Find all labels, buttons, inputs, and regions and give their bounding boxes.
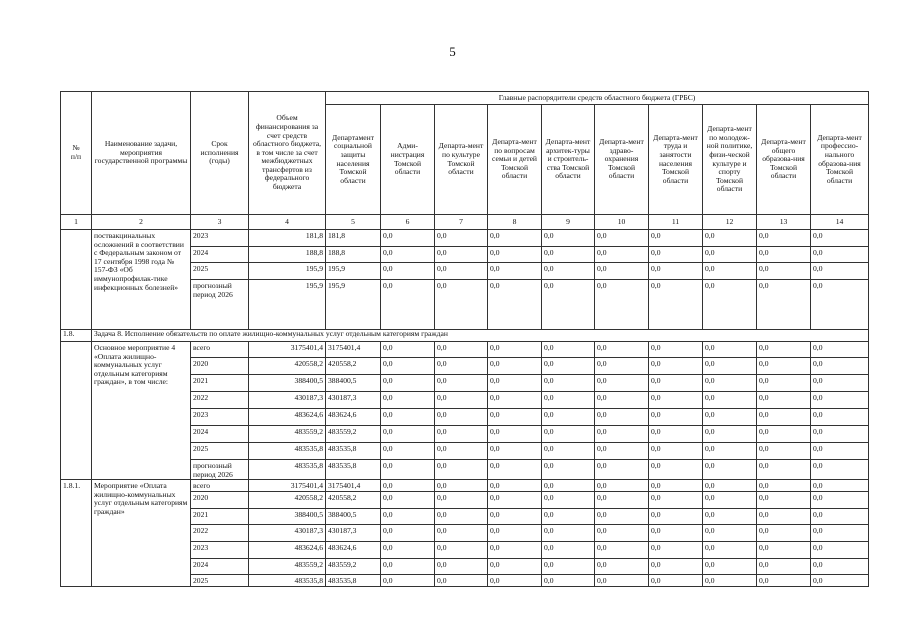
dept-value-cell: 0,0: [811, 392, 869, 409]
dept-value-cell: 0,0: [542, 460, 595, 480]
period-cell: 2022: [191, 524, 249, 541]
dept-value-cell: 0,0: [542, 524, 595, 541]
dept-value-cell: 0,0: [757, 358, 811, 375]
dept-value-cell: 0,0: [542, 263, 595, 280]
dept-value-cell: 0,0: [811, 230, 869, 247]
dept-value-cell: 0,0: [649, 280, 703, 330]
dept-value-cell: 0,0: [595, 491, 649, 508]
volume-cell: 483559,2: [249, 558, 326, 574]
dept-value-cell: 420558,2: [326, 358, 381, 375]
dept-value-cell: 0,0: [435, 375, 488, 392]
dept-value-cell: 0,0: [649, 443, 703, 460]
dept-value-cell: 0,0: [649, 541, 703, 558]
dept-value-cell: 0,0: [435, 358, 488, 375]
dept-value-cell: 0,0: [703, 541, 757, 558]
column-number: 13: [757, 215, 811, 230]
column-number: 8: [488, 215, 542, 230]
period-cell: 2020: [191, 358, 249, 375]
dept-value-cell: 0,0: [649, 508, 703, 524]
col-header-dept: Департа-мент профессио-нального образова-ния Томской области: [811, 105, 869, 215]
period-cell: 2025: [191, 443, 249, 460]
volume-cell: 388400,5: [249, 375, 326, 392]
dept-value-cell: 0,0: [811, 558, 869, 574]
dept-value-cell: 0,0: [649, 247, 703, 263]
dept-value-cell: 0,0: [435, 508, 488, 524]
period-cell: прогнозный период 2026: [191, 280, 249, 330]
column-number: 12: [703, 215, 757, 230]
dept-value-cell: 0,0: [811, 508, 869, 524]
dept-value-cell: 0,0: [488, 443, 542, 460]
dept-value-cell: 0,0: [488, 280, 542, 330]
dept-value-cell: 0,0: [595, 342, 649, 358]
column-number: 9: [542, 215, 595, 230]
task-title: Задача 8. Исполнение обязательств по оплате жилищно-коммунальных услуг отдельным категориям граждан: [92, 330, 869, 342]
dept-value-cell: 0,0: [542, 426, 595, 443]
dept-value-cell: 0,0: [757, 426, 811, 443]
period-cell: 2021: [191, 508, 249, 524]
dept-value-cell: 0,0: [703, 392, 757, 409]
dept-value-cell: 388400,5: [326, 508, 381, 524]
dept-value-cell: 0,0: [811, 280, 869, 330]
dept-value-cell: 0,0: [488, 460, 542, 480]
dept-value-cell: 0,0: [703, 508, 757, 524]
dept-value-cell: 0,0: [757, 263, 811, 280]
column-number: 10: [595, 215, 649, 230]
row-name-cell: Мероприятие «Оплата жилищно-коммунальных услуг отдельным категориям граждан»: [92, 480, 191, 587]
dept-value-cell: 0,0: [649, 358, 703, 375]
period-cell: прогнозный период 2026: [191, 460, 249, 480]
dept-value-cell: 0,0: [703, 443, 757, 460]
dept-value-cell: 0,0: [435, 342, 488, 358]
dept-value-cell: 0,0: [757, 491, 811, 508]
dept-value-cell: 0,0: [595, 375, 649, 392]
column-number: 7: [435, 215, 488, 230]
dept-value-cell: 483624,6: [326, 409, 381, 426]
dept-value-cell: 0,0: [649, 263, 703, 280]
dept-value-cell: 0,0: [488, 541, 542, 558]
col-header-dept: Департа-мент труда и занятости населения Томской области: [649, 105, 703, 215]
dept-value-cell: 0,0: [381, 443, 435, 460]
budget-table: [60, 91, 869, 587]
volume-cell: 483624,6: [249, 409, 326, 426]
volume-cell: 388400,5: [249, 508, 326, 524]
dept-value-cell: 0,0: [649, 375, 703, 392]
dept-value-cell: 0,0: [381, 342, 435, 358]
dept-value-cell: 0,0: [757, 375, 811, 392]
dept-value-cell: 0,0: [703, 409, 757, 426]
dept-value-cell: 0,0: [488, 574, 542, 586]
dept-value-cell: 0,0: [703, 524, 757, 541]
dept-value-cell: 0,0: [595, 358, 649, 375]
volume-cell: 483535,8: [249, 460, 326, 480]
dept-value-cell: 0,0: [488, 247, 542, 263]
dept-value-cell: 0,0: [757, 392, 811, 409]
volume-cell: 188,8: [249, 247, 326, 263]
dept-value-cell: 0,0: [595, 409, 649, 426]
dept-value-cell: 0,0: [435, 426, 488, 443]
dept-value-cell: 0,0: [381, 409, 435, 426]
dept-value-cell: 0,0: [703, 491, 757, 508]
column-number: 3: [191, 215, 249, 230]
period-cell: 2023: [191, 409, 249, 426]
dept-value-cell: 0,0: [488, 558, 542, 574]
dept-value-cell: 0,0: [811, 342, 869, 358]
dept-value-cell: 0,0: [757, 541, 811, 558]
col-header-dept: Адми-нистрация Томской области: [381, 105, 435, 215]
dept-value-cell: 0,0: [811, 375, 869, 392]
row-number-cell: [61, 230, 92, 330]
dept-value-cell: 0,0: [757, 524, 811, 541]
dept-value-cell: 0,0: [811, 409, 869, 426]
period-cell: всего: [191, 342, 249, 358]
dept-value-cell: 0,0: [542, 247, 595, 263]
dept-value-cell: 0,0: [542, 280, 595, 330]
period-cell: 2023: [191, 230, 249, 247]
dept-value-cell: 0,0: [595, 558, 649, 574]
dept-value-cell: 0,0: [488, 263, 542, 280]
column-number: 2: [92, 215, 191, 230]
dept-value-cell: 0,0: [381, 541, 435, 558]
dept-value-cell: 0,0: [703, 263, 757, 280]
dept-value-cell: 0,0: [435, 460, 488, 480]
dept-value-cell: 0,0: [811, 524, 869, 541]
col-header-period: Срок исполнения (годы): [191, 92, 249, 215]
dept-value-cell: 0,0: [757, 508, 811, 524]
period-cell: 2025: [191, 574, 249, 586]
dept-value-cell: 0,0: [649, 480, 703, 492]
dept-value-cell: 188,8: [326, 247, 381, 263]
dept-value-cell: 0,0: [381, 280, 435, 330]
dept-value-cell: 420558,2: [326, 491, 381, 508]
col-header-dept: Департа-мент по молодеж-ной политике, физи-ческой культуре и спорту Томской области: [703, 105, 757, 215]
dept-value-cell: 0,0: [488, 524, 542, 541]
dept-value-cell: 0,0: [703, 358, 757, 375]
table-row: [61, 230, 869, 247]
dept-value-cell: 0,0: [542, 508, 595, 524]
dept-value-cell: 0,0: [542, 541, 595, 558]
period-cell: 2023: [191, 541, 249, 558]
dept-value-cell: 0,0: [435, 524, 488, 541]
dept-value-cell: 0,0: [703, 342, 757, 358]
period-cell: 2024: [191, 426, 249, 443]
dept-value-cell: 0,0: [703, 460, 757, 480]
dept-value-cell: 0,0: [381, 263, 435, 280]
volume-cell: 483535,8: [249, 574, 326, 586]
dept-value-cell: 0,0: [703, 375, 757, 392]
dept-value-cell: 0,0: [381, 247, 435, 263]
dept-value-cell: 0,0: [381, 508, 435, 524]
dept-value-cell: 0,0: [595, 263, 649, 280]
dept-value-cell: 0,0: [757, 342, 811, 358]
table-row: [61, 480, 869, 492]
row-name-cell: поствакцинальных осложнений в соответствии с Федеральным законом от 17 сентября 1998 года № 157-ФЗ «Об иммунопрофилак-тике инфекционных болезней»: [92, 230, 191, 330]
dept-value-cell: 0,0: [703, 280, 757, 330]
dept-value-cell: 483535,8: [326, 443, 381, 460]
dept-value-cell: 195,9: [326, 263, 381, 280]
dept-value-cell: 483559,2: [326, 426, 381, 443]
dept-value-cell: 195,9: [326, 280, 381, 330]
dept-value-cell: 0,0: [435, 280, 488, 330]
dept-value-cell: 483535,8: [326, 574, 381, 586]
dept-value-cell: 0,0: [381, 460, 435, 480]
dept-value-cell: 388400,5: [326, 375, 381, 392]
period-cell: 2024: [191, 558, 249, 574]
dept-value-cell: 0,0: [435, 491, 488, 508]
volume-cell: 3175401,4: [249, 342, 326, 358]
dept-value-cell: 0,0: [649, 524, 703, 541]
dept-value-cell: 0,0: [595, 247, 649, 263]
dept-value-cell: 0,0: [488, 409, 542, 426]
dept-value-cell: 0,0: [488, 342, 542, 358]
dept-value-cell: 0,0: [435, 480, 488, 492]
volume-cell: 483559,2: [249, 426, 326, 443]
col-header-dept: Департа-мент по вопросам семьи и детей Томской области: [488, 105, 542, 215]
dept-value-cell: 0,0: [811, 358, 869, 375]
dept-value-cell: 0,0: [595, 574, 649, 586]
dept-value-cell: 0,0: [381, 574, 435, 586]
dept-value-cell: 0,0: [542, 574, 595, 586]
dept-value-cell: 0,0: [488, 358, 542, 375]
task-number: 1.8.: [61, 330, 92, 342]
col-header-dept: Департа-мент архитек-туры и строитель-ства Томской области: [542, 105, 595, 215]
dept-value-cell: 0,0: [811, 426, 869, 443]
dept-value-cell: 0,0: [811, 263, 869, 280]
dept-value-cell: 0,0: [595, 392, 649, 409]
dept-value-cell: 0,0: [595, 460, 649, 480]
dept-value-cell: 430187,3: [326, 392, 381, 409]
dept-value-cell: 0,0: [542, 480, 595, 492]
dept-value-cell: 0,0: [757, 574, 811, 586]
dept-value-cell: 0,0: [595, 230, 649, 247]
dept-value-cell: 0,0: [811, 460, 869, 480]
dept-value-cell: 0,0: [811, 491, 869, 508]
dept-value-cell: 0,0: [435, 409, 488, 426]
dept-value-cell: 0,0: [488, 375, 542, 392]
volume-cell: 195,9: [249, 280, 326, 330]
dept-value-cell: 0,0: [649, 392, 703, 409]
column-number: 4: [249, 215, 326, 230]
page-number: 5: [449, 44, 456, 59]
dept-value-cell: 0,0: [703, 574, 757, 586]
dept-value-cell: 0,0: [757, 247, 811, 263]
dept-value-cell: 0,0: [381, 480, 435, 492]
dept-value-cell: 483559,2: [326, 558, 381, 574]
period-cell: 2024: [191, 247, 249, 263]
dept-value-cell: 0,0: [757, 480, 811, 492]
dept-value-cell: 0,0: [435, 263, 488, 280]
dept-value-cell: 0,0: [703, 480, 757, 492]
dept-value-cell: 0,0: [435, 541, 488, 558]
dept-value-cell: 0,0: [435, 230, 488, 247]
row-number-cell: 1.8.1.: [61, 480, 92, 587]
dept-value-cell: 0,0: [703, 558, 757, 574]
col-header-dept: Департа-мент здраво-охранения Томской области: [595, 105, 649, 215]
dept-value-cell: 0,0: [649, 342, 703, 358]
dept-value-cell: 0,0: [757, 558, 811, 574]
col-header-name: Наименование задачи, мероприятия государственной программы: [92, 92, 191, 215]
dept-value-cell: 0,0: [649, 460, 703, 480]
dept-value-cell: 0,0: [381, 426, 435, 443]
volume-cell: 430187,3: [249, 392, 326, 409]
column-number: 11: [649, 215, 703, 230]
volume-cell: 420558,2: [249, 358, 326, 375]
dept-value-cell: 181,8: [326, 230, 381, 247]
dept-value-cell: 0,0: [381, 524, 435, 541]
dept-value-cell: 0,0: [542, 342, 595, 358]
dept-value-cell: 0,0: [811, 480, 869, 492]
dept-value-cell: 3175401,4: [326, 480, 381, 492]
dept-value-cell: 0,0: [595, 508, 649, 524]
dept-value-cell: 0,0: [435, 558, 488, 574]
dept-value-cell: 0,0: [595, 443, 649, 460]
dept-value-cell: 0,0: [488, 426, 542, 443]
dept-value-cell: 0,0: [811, 443, 869, 460]
dept-value-cell: 0,0: [595, 524, 649, 541]
col-header-dept: Департа-мент общего образова-ния Томской области: [757, 105, 811, 215]
column-number: 1: [61, 215, 92, 230]
dept-value-cell: 0,0: [703, 426, 757, 443]
row-name-cell: Основное мероприятие 4 «Оплата жилищно-коммунальных услуг отдельным категориям граждан», в том числе:: [92, 342, 191, 480]
volume-cell: 430187,3: [249, 524, 326, 541]
column-number: 14: [811, 215, 869, 230]
dept-value-cell: 0,0: [542, 491, 595, 508]
dept-value-cell: 0,0: [381, 491, 435, 508]
col-header-dept: Департамент социальной защиты населения Томской области: [326, 105, 381, 215]
row-number-cell: [61, 342, 92, 480]
dept-value-cell: 0,0: [488, 491, 542, 508]
volume-cell: 181,8: [249, 230, 326, 247]
period-cell: 2022: [191, 392, 249, 409]
volume-cell: 483624,6: [249, 541, 326, 558]
column-number: 5: [326, 215, 381, 230]
dept-value-cell: 0,0: [542, 558, 595, 574]
volume-cell: 483535,8: [249, 443, 326, 460]
volume-cell: 3175401,4: [249, 480, 326, 492]
dept-value-cell: 0,0: [435, 574, 488, 586]
table-row: [61, 342, 869, 358]
dept-value-cell: 0,0: [381, 375, 435, 392]
dept-value-cell: 0,0: [542, 409, 595, 426]
dept-value-cell: 483624,6: [326, 541, 381, 558]
dept-value-cell: 0,0: [381, 558, 435, 574]
volume-cell: 195,9: [249, 263, 326, 280]
dept-value-cell: 0,0: [435, 392, 488, 409]
col-header-dept: Департа-мент по культуре Томской области: [435, 105, 488, 215]
dept-value-cell: 0,0: [595, 480, 649, 492]
dept-value-cell: 0,0: [649, 230, 703, 247]
dept-value-cell: 430187,3: [326, 524, 381, 541]
dept-value-cell: 3175401,4: [326, 342, 381, 358]
dept-value-cell: 0,0: [649, 574, 703, 586]
period-cell: 2020: [191, 491, 249, 508]
dept-value-cell: 0,0: [757, 443, 811, 460]
task-row: [61, 330, 869, 342]
dept-value-cell: 0,0: [811, 574, 869, 586]
dept-value-cell: 0,0: [757, 230, 811, 247]
dept-value-cell: 0,0: [542, 375, 595, 392]
dept-value-cell: 0,0: [435, 247, 488, 263]
dept-value-cell: 0,0: [595, 280, 649, 330]
col-header-grbs: Главные распорядители средств областного бюджета (ГРБС): [326, 92, 869, 105]
dept-value-cell: 0,0: [542, 230, 595, 247]
dept-value-cell: 0,0: [381, 230, 435, 247]
dept-value-cell: 0,0: [649, 558, 703, 574]
period-cell: 2021: [191, 375, 249, 392]
dept-value-cell: 0,0: [542, 358, 595, 375]
dept-value-cell: 0,0: [811, 247, 869, 263]
dept-value-cell: 0,0: [757, 280, 811, 330]
dept-value-cell: 0,0: [488, 508, 542, 524]
dept-value-cell: 0,0: [649, 491, 703, 508]
col-header-num: № п/п: [61, 92, 92, 215]
dept-value-cell: 0,0: [703, 247, 757, 263]
volume-cell: 420558,2: [249, 491, 326, 508]
dept-value-cell: 0,0: [488, 392, 542, 409]
dept-value-cell: 0,0: [649, 426, 703, 443]
dept-value-cell: 0,0: [811, 541, 869, 558]
dept-value-cell: 0,0: [649, 409, 703, 426]
dept-value-cell: 0,0: [757, 460, 811, 480]
dept-value-cell: 0,0: [488, 230, 542, 247]
dept-value-cell: 0,0: [595, 426, 649, 443]
dept-value-cell: 0,0: [542, 443, 595, 460]
period-cell: всего: [191, 480, 249, 492]
col-header-volume: Объем финансирования за счет средств областного бюджета, в том числе за счет межбюджетных трансфертов из федерального бюджета: [249, 92, 326, 215]
dept-value-cell: 0,0: [381, 392, 435, 409]
dept-value-cell: 0,0: [595, 541, 649, 558]
dept-value-cell: 0,0: [542, 392, 595, 409]
dept-value-cell: 0,0: [757, 409, 811, 426]
column-number: 6: [381, 215, 435, 230]
dept-value-cell: 0,0: [435, 443, 488, 460]
dept-value-cell: 0,0: [703, 230, 757, 247]
dept-value-cell: 483535,8: [326, 460, 381, 480]
dept-value-cell: 0,0: [381, 358, 435, 375]
period-cell: 2025: [191, 263, 249, 280]
dept-value-cell: 0,0: [488, 480, 542, 492]
